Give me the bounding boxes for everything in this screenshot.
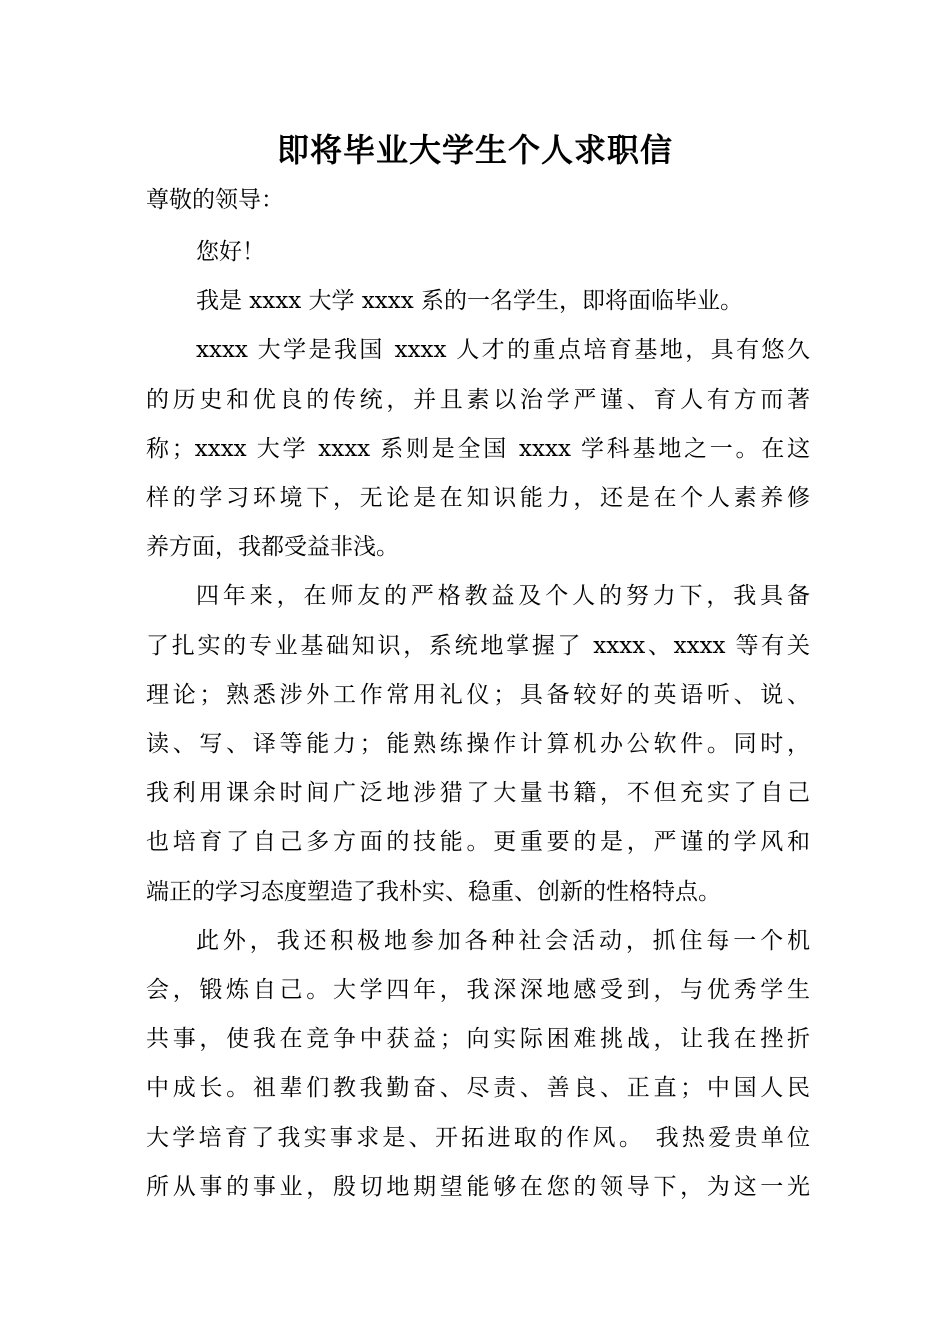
document-title: 即将毕业大学生个人求职信 (276, 131, 673, 169)
text-line: 此外，我还积极地参加各种社会活动，抓住每一个机 (196, 927, 810, 954)
text-line: 中成长。祖辈们教我勤奋、尽责、善良、正直；中国人民 (146, 1075, 810, 1102)
text-line: xxxx 大学是我国 xxxx 人才的重点培育基地，具有悠久 (196, 337, 810, 364)
text-line: 理论；熟悉涉外工作常用礼仪；具备较好的英语听、说、 (146, 681, 810, 708)
text-line: 我利用课余时间广泛地涉猎了大量书籍，不但充实了自己 (146, 780, 810, 807)
paragraph-intro (146, 277, 810, 326)
text-line: 读、写、译等能力；能熟练操作计算机办公软件。同时， (146, 731, 810, 758)
text-line: 大学培育了我实事求是、开拓进取的作风。 我热爱贵单位 (146, 1124, 810, 1151)
text-line: 会，锻炼自己。大学四年，我深深地感受到，与优秀学生 (146, 977, 810, 1004)
paragraph-university (146, 326, 810, 572)
text-line: 养方面，我都受益非浅。 (146, 534, 399, 561)
text-line: 称；xxxx 大学 xxxx 系则是全国 xxxx 学科基地之一。在这 (146, 435, 810, 462)
letter-body (146, 228, 810, 1212)
paragraph-greeting (146, 228, 810, 277)
text-line: 也培育了自己多方面的技能。更重要的是，严谨的学风和 (146, 829, 810, 856)
salutation: 尊敬的领导： (146, 187, 284, 213)
text-line: 您好！ (196, 239, 265, 265)
paragraph-skills (146, 572, 810, 916)
text-line: 了扎实的专业基础知识，系统地掌握了 xxxx、xxxx 等有关 (146, 632, 810, 659)
text-line: 四年来，在师友的严格教益及个人的努力下，我具备 (196, 583, 810, 610)
text-line: 所从事的事业，殷切地期望能够在您的领导下，为这一光 (146, 1173, 810, 1200)
text-line: 共事，使我在竞争中获益；向实际困难挑战，让我在挫折 (146, 1026, 810, 1053)
text-line: 端正的学习态度塑造了我朴实、稳重、创新的性格特点。 (146, 878, 721, 905)
paragraph-activities (146, 917, 810, 1212)
text-line: 样的学习环境下，无论是在知识能力，还是在个人素养修 (146, 485, 810, 512)
text-line: 我是 xxxx 大学 xxxx 系的一名学生，即将面临毕业。 (196, 288, 744, 315)
text-line: 的历史和优良的传统，并且素以治学严谨、育人有方而著 (146, 386, 810, 413)
